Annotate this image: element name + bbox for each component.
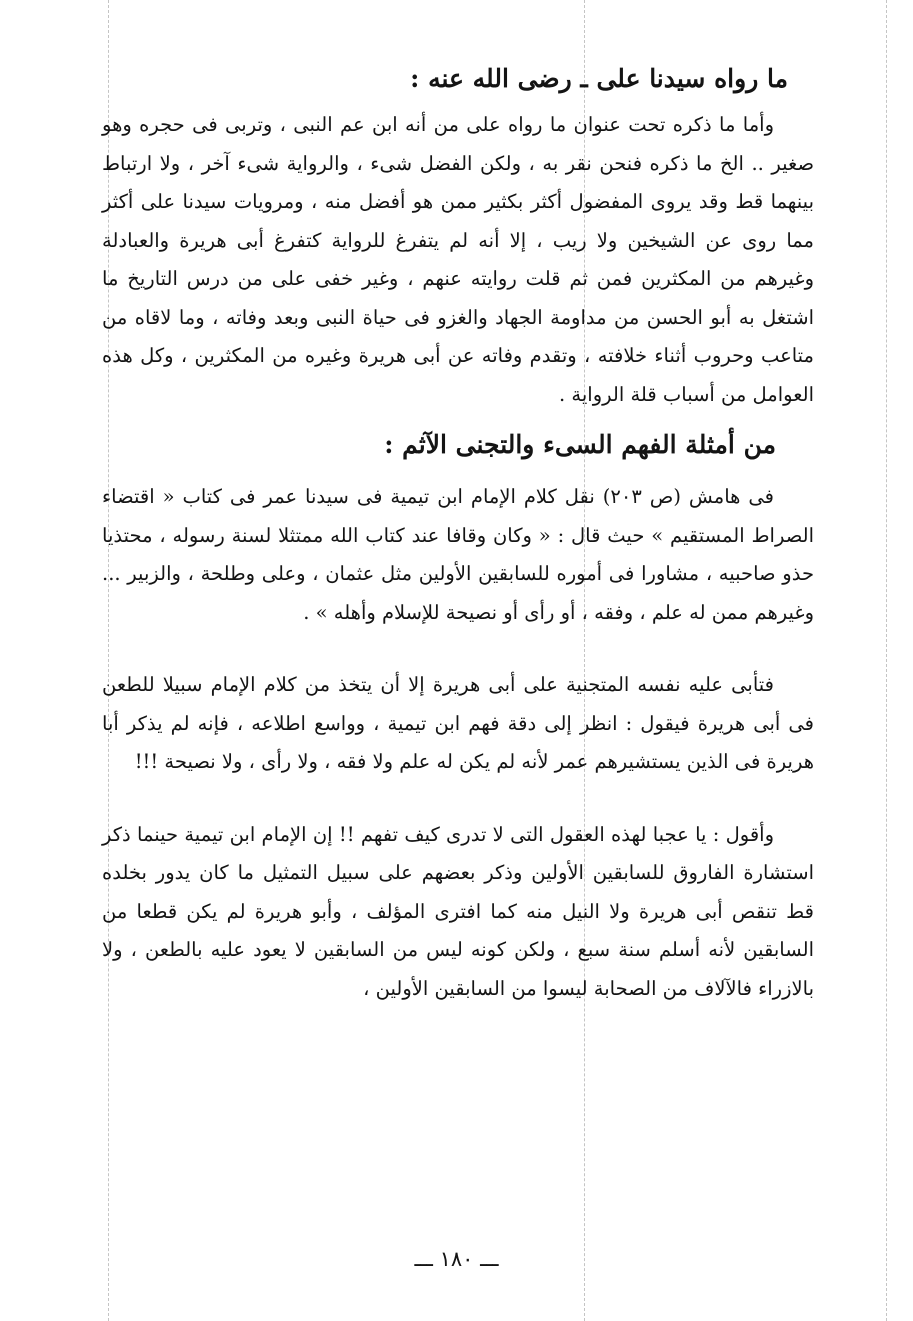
- scan-fold-line: [886, 0, 887, 1321]
- section-heading: ما رواه سيدنا على ـ رضى الله عنه :: [410, 64, 788, 93]
- paragraph: وأما ما ذكره تحت عنوان ما رواه على من أنه ابن عم النبى ، وتربى فى حجره وهو صغير .. الخ ما ذكره فنحن نقر به ، ولكن الفضل شىء ، والرواية شىء آخر ، ولا ارتباط بينهما قط وقد يروى المفضول أكثر بكثير ممن هو أفضل منه ، ومرويات سيدنا على أكثر مما روى عن الشيخين ولا ريب ، إلا أنه لم يتفرغ للرواية كتفرغ أبى هريرة والعبادلة وغيرهم من المكثرين فمن ثم قلت روايته عنهم ، وغير خفى على من درس التاريخ ما اشتغل به أبو الحسن من مداومة الجهاد والغزو فى حياة النبى وبعد وفاته ، وما لاقاه من متاعب وحروب أثناء خلافته ، وتقدم وفاته عن أبى هريرة وغيره من المكثرين ، وكل هذه العوامل من أسباب قلة الرواية .: [102, 113, 814, 406]
- paragraph: فتأبى عليه نفسه المتجنية على أبى هريرة إلا أن يتخذ من كلام الإمام سبيلا للطعن فى أبى هريرة فيقول : انظر إلى دقة فهم ابن تيمية ، وواسع اطلاعه ، فإنه لم يذكر أبا هريرة فى الذين يستشيرهم عمر لأنه لم يكن له علم ولا فقه ، ولا رأى ، ولا نصيحة !!!: [102, 673, 814, 773]
- paragraph: فى هامش (ص ٢٠٣) نقل كلام الإمام ابن تيمية فى سيدنا عمر فى كتاب « اقتضاء الصراط المستقيم » حيث قال : « وكان وقافا عند كتاب الله ممتثلا لسنة رسوله ، محتذيا حذو صاحبيه ، مشاورا فى أموره للسابقين الأولين مثل عثمان ، وعلى وطلحة ، والزبير ... وغيرهم ممن له علم ، وفقه ، أو رأى أو نصيحة للإسلام وأهله » .: [102, 485, 814, 624]
- book-page: [102, 52, 814, 1008]
- page-number: ـــ ١٨٠ ـــ: [414, 1247, 499, 1271]
- section-heading: من أمثلة الفهم السىء والتجنى الآثم :: [384, 430, 776, 459]
- paragraph: وأقول : يا عجبا لهذه العقول التى لا تدرى كيف تفهم !! إن الإمام ابن تيمية حينما ذكر استشارة الفاروق للسابقين الأولين وذكر بعضهم على سبيل التمثيل ما كان يدور بخلده قط تنقص أبى هريرة ولا النيل منه كما افترى المؤلف ، وأبو هريرة لم يكن قطعا من السابقين لأنه أسلم سنة سبع ، ولكن كونه ليس من السابقين لا يعود عليه بالطعن ، ولا بالازراء فالآلاف من الصحابة ليسوا من السابقين الأولين ،: [102, 822, 814, 1000]
